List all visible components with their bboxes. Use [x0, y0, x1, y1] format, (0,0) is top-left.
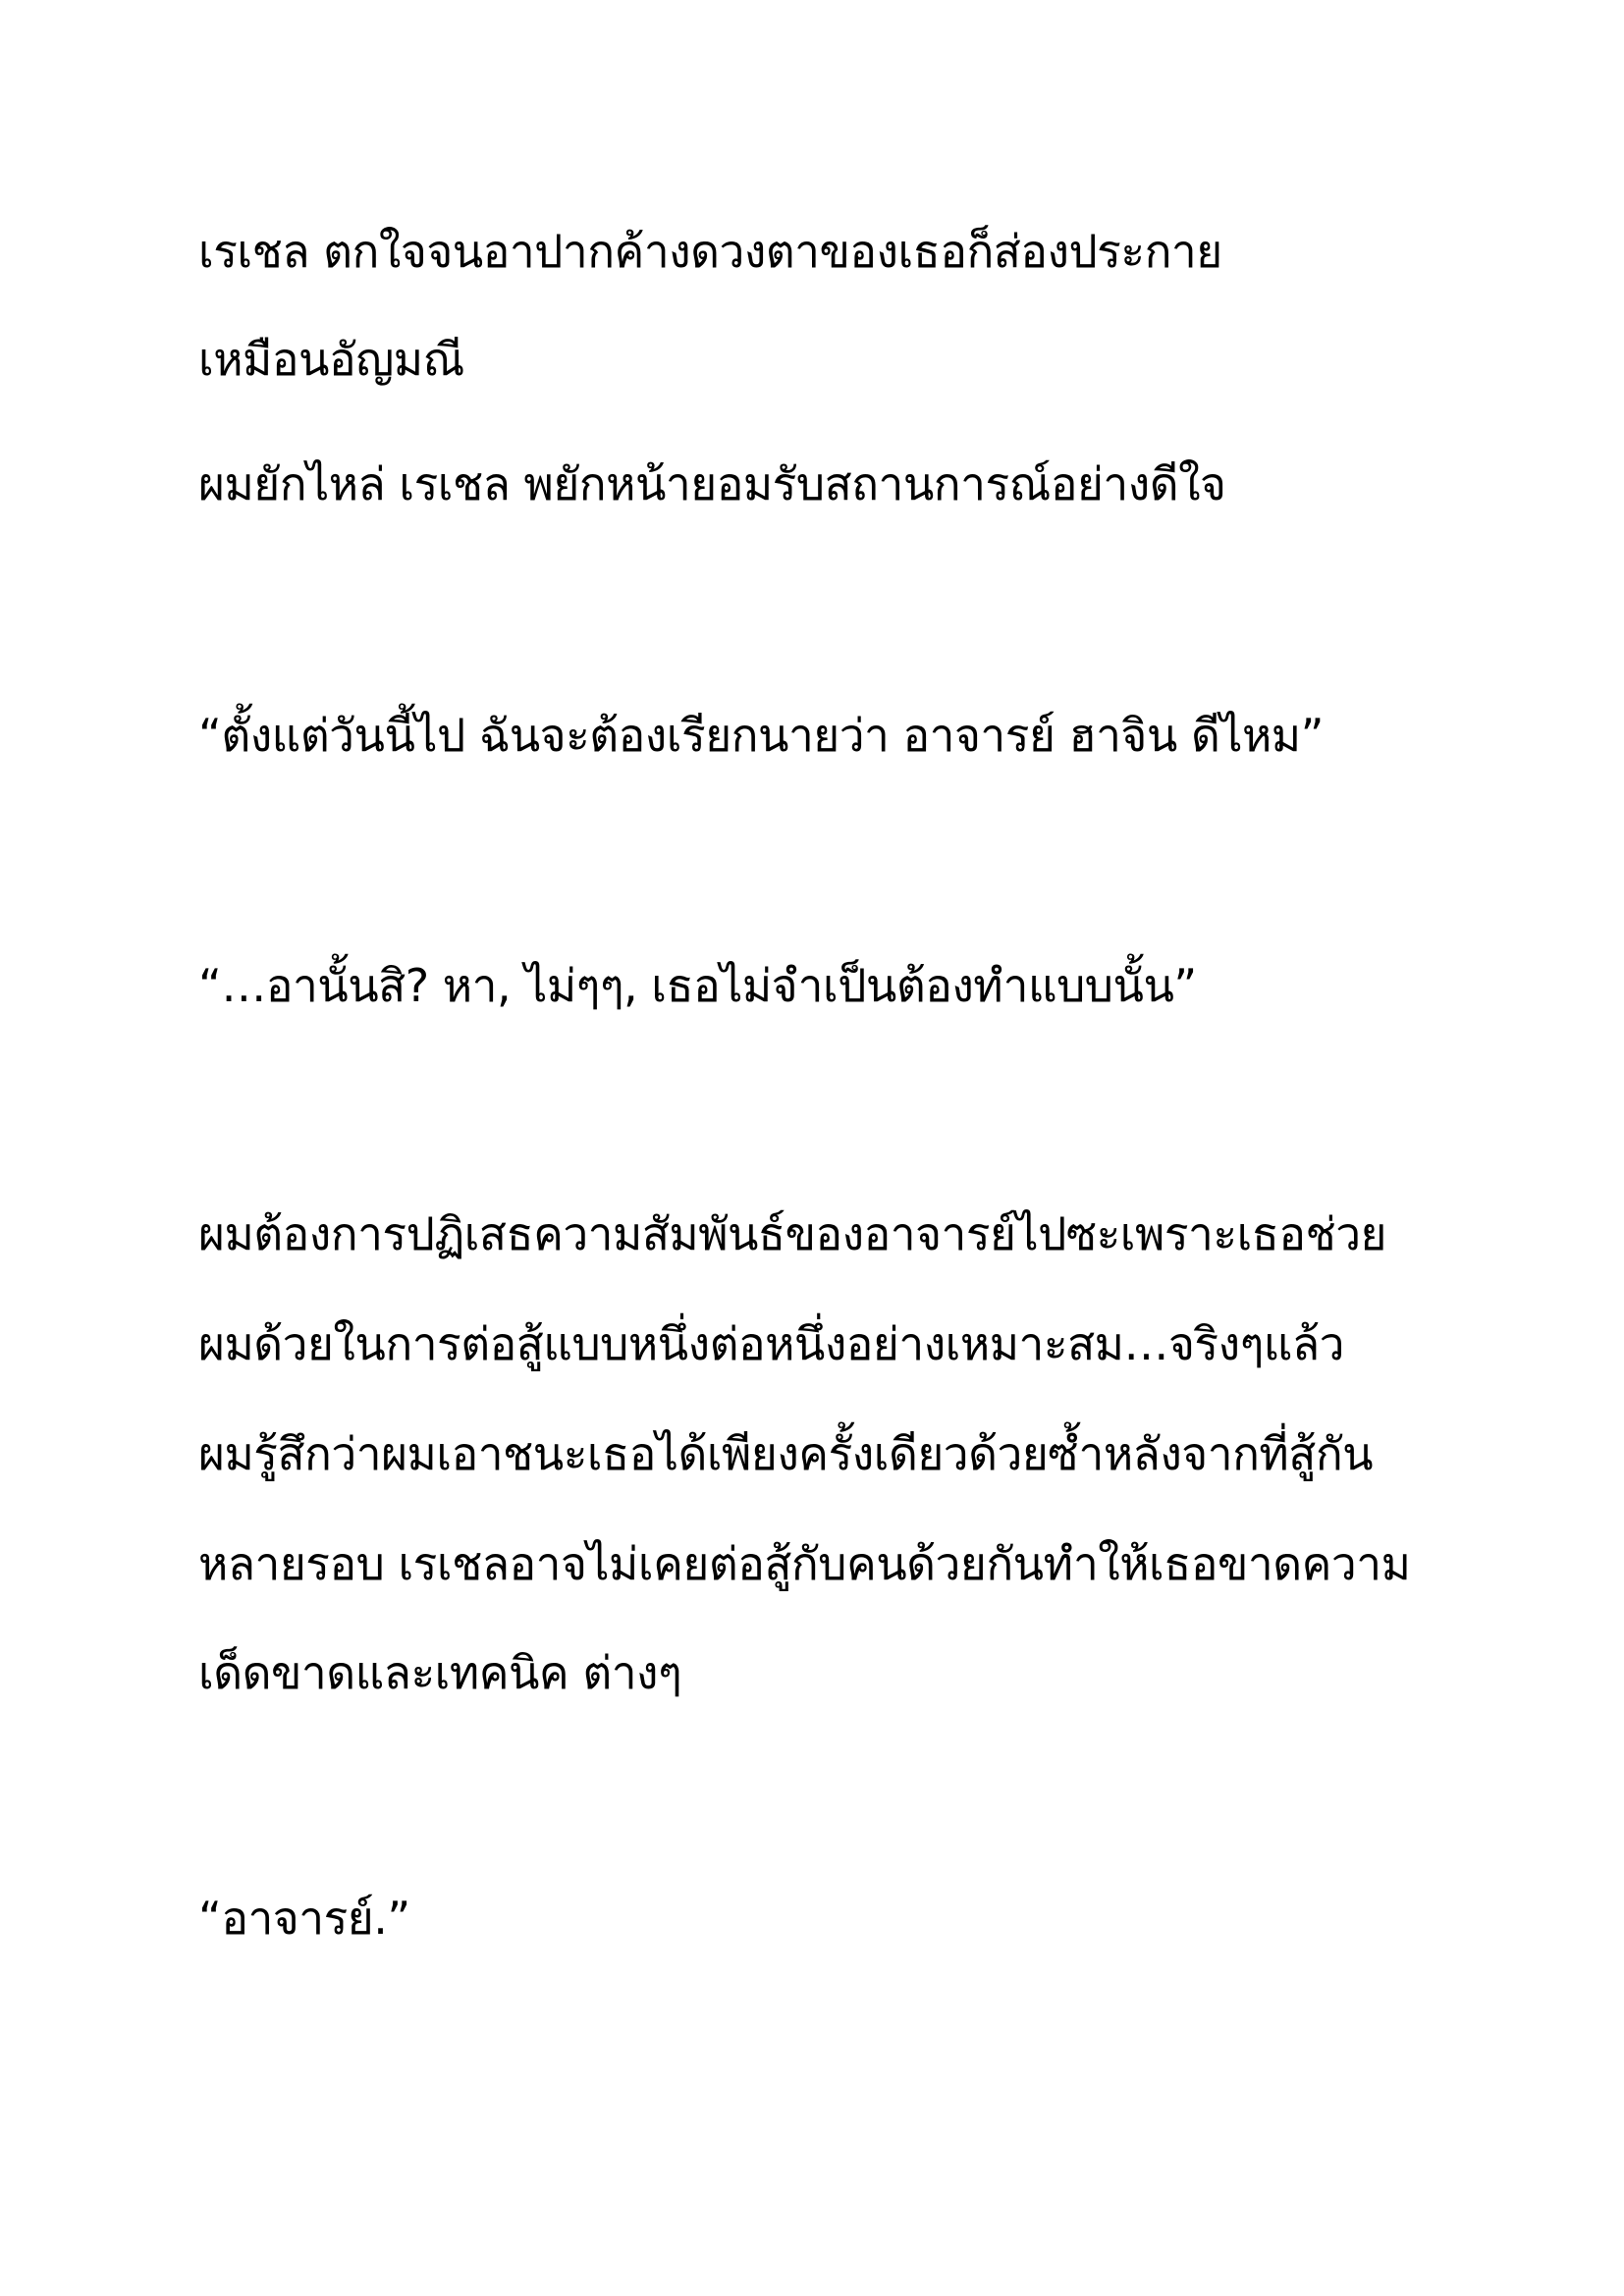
paragraph-3-line-5: เด็ดขาดและเทคนิค ต่างๆ	[198, 1646, 682, 1699]
paragraph-3-line-3: ผมรู้สึกว่าผมเอาชนะเธอได้เพียงครั้งเดียวด้วยซ้ำหลังจากที่สู้กัน	[198, 1427, 1374, 1480]
dialogue-1: “ตั้งแต่วันนี้ไป ฉันจะต้องเรียกนายว่า อาจารย์ ฮาจิน ดีไหม”	[198, 709, 1324, 762]
paragraph-3-line-4: หลายรอบ เรเชลอาจไม่เคยต่อสู้กับคนด้วยกันทำให้เธอขาดความ	[198, 1537, 1411, 1590]
paragraph-3-line-2: ผมด้วยในการต่อสู้แบบหนึ่งต่อหนึ่งอย่างเหมาะสม…จริงๆแล้ว	[198, 1317, 1344, 1370]
paragraph-3-line-1: ผมต้องการปฏิเสธความสัมพันธ์ของอาจารย์ไปซะเพราะเธอช่วย	[198, 1207, 1386, 1260]
dialogue-3: “อาจารย์.”	[198, 1892, 410, 1945]
paragraph-1-line-2: เหมือนอัญมณี	[198, 333, 464, 386]
dialogue-2: “…อานั้นสิ? หา, ไม่ๆๆ, เธอไม่จำเป็นต้องทำแบบนั้น”	[198, 959, 1197, 1012]
paragraph-2: ผมยักไหล่ เรเชล พยักหน้ายอมรับสถานการณ์อย่างดีใจ	[198, 457, 1226, 510]
paragraph-1-line-1: เรเชล ตกใจจนอาปากค้างดวงตาของเธอก็ส่องประกาย	[198, 225, 1222, 278]
